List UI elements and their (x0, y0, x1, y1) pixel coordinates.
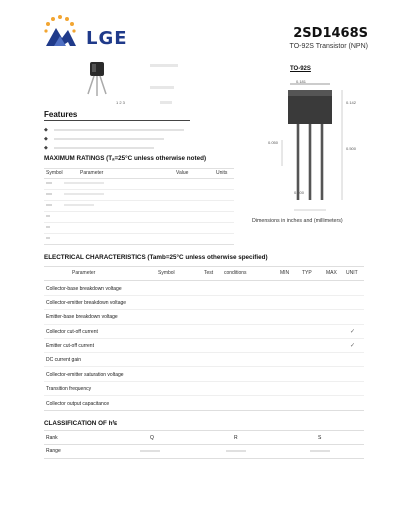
col-parameter: Parameter (72, 270, 96, 276)
row-placeholder (46, 237, 50, 239)
col-max: MAX (326, 270, 337, 276)
col-parameter: Parameter (80, 170, 104, 176)
row-placeholder (64, 204, 94, 206)
transistor-photo (80, 58, 120, 98)
logo-sun-icon (40, 12, 80, 52)
photo-note-2 (150, 86, 174, 89)
features-title: Features (44, 110, 78, 119)
col-conditions: conditions (224, 270, 247, 276)
row-placeholder (64, 182, 104, 184)
feature-item (44, 125, 184, 134)
range-label: Range (46, 448, 61, 454)
dim-label: 0.181 (296, 79, 307, 84)
check-mark-icon: ✓ (350, 329, 356, 335)
dimensions-note: Dimensions in inches and (millimeters) (252, 218, 343, 224)
param-row: DC current gain (46, 357, 82, 363)
features-rule (44, 120, 190, 121)
col-symbol: Symbol (158, 270, 175, 276)
param-row: Collector-emitter breakdown voltage (46, 300, 127, 306)
rank-q: Q (150, 435, 154, 441)
pin-labels: 1 2 3 (116, 100, 125, 105)
param-row: Emitter cut-off current (46, 343, 94, 349)
row-placeholder (46, 193, 52, 195)
classification-table (44, 430, 364, 460)
package-outline-drawing (264, 76, 374, 216)
classification-title: CLASSIFICATION OF hᶠᴇ (44, 420, 118, 427)
row-placeholder (46, 204, 52, 206)
col-test: Test (204, 270, 214, 276)
dim-label: 0.100 (294, 190, 305, 195)
photo-note-3 (160, 101, 172, 104)
param-row: Transition frequency (46, 386, 92, 392)
dim-label: 0.142 (346, 100, 357, 105)
col-value: Value (176, 170, 189, 176)
electrical-table (44, 266, 364, 414)
range-placeholder (140, 450, 160, 452)
rank-label: Rank (46, 435, 58, 441)
param-row: Collector-base breakdown voltage (46, 286, 122, 292)
max-ratings-table (44, 168, 234, 250)
logo (40, 12, 140, 52)
range-placeholder (310, 450, 330, 452)
row-placeholder (46, 182, 52, 184)
brand-name: LGE (86, 28, 128, 49)
col-min: MIN (280, 270, 290, 276)
feature-item (44, 143, 184, 152)
bullet-icon: ◆ (44, 144, 48, 151)
col-units: Units (216, 170, 228, 176)
electrical-title: ELECTRICAL CHARACTERISTICS (Tamb=25°C unless otherwise specified) (44, 254, 268, 261)
col-typ: TYP (302, 270, 312, 276)
row-placeholder (46, 226, 50, 228)
bullet-icon: ◆ (44, 126, 48, 133)
param-row: Collector-emitter saturation voltage (46, 372, 124, 378)
rank-s: S (318, 435, 322, 441)
col-unit: UNIT (346, 270, 358, 276)
param-row: Emitter-base breakdown voltage (46, 314, 118, 320)
row-placeholder (64, 193, 104, 195)
param-row: Collector cut-off current (46, 329, 98, 335)
row-placeholder (46, 215, 50, 217)
check-mark-icon: ✓ (350, 343, 356, 349)
features-list (44, 125, 184, 152)
outline-title: TO-92S (290, 66, 311, 72)
param-row: Collector output capacitance (46, 401, 110, 407)
part-number: 2SD1468S (293, 26, 368, 41)
bullet-icon: ◆ (44, 135, 48, 142)
col-symbol: Symbol (46, 170, 63, 176)
dim-label: 0.500 (346, 146, 357, 151)
part-subtitle: TO-92S Transistor (NPN) (289, 43, 368, 50)
photo-note-1 (150, 64, 178, 67)
max-ratings-title: MAXIMUM RATINGS (Tₐ=25°C unless otherwise noted) (44, 155, 207, 162)
rank-r: R (234, 435, 238, 441)
dim-label: 0.050 (268, 140, 279, 145)
feature-item (44, 134, 184, 143)
range-placeholder (226, 450, 246, 452)
